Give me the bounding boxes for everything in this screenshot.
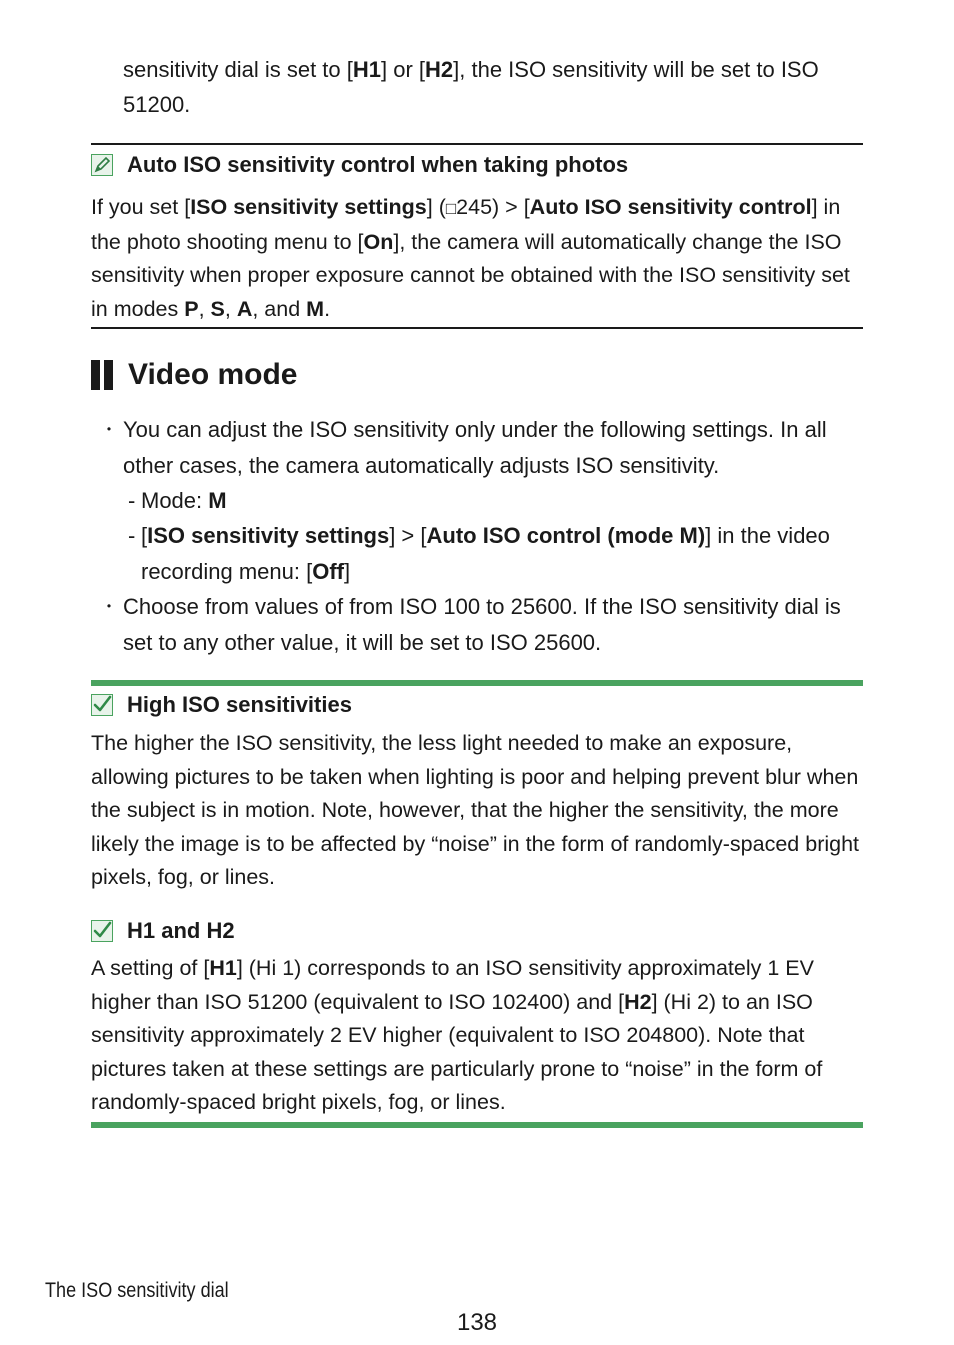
setting-h2: H2: [425, 57, 454, 82]
note-bottom-rule: [91, 327, 863, 329]
section-marker-icon: [91, 360, 100, 390]
setting-h1: H1: [352, 57, 381, 82]
note-title: Auto ISO sensitivity control when taking photos: [91, 152, 628, 178]
page-ref-icon: □: [445, 199, 457, 218]
pencil-icon: [91, 154, 113, 176]
intro-paragraph: sensitivity dial is set to [H1] or [H2], the ISO sensitivity will be set to ISO 51200.: [123, 57, 819, 117]
tip-body-high-iso: The higher the ISO sensitivity, the less light needed to make an exposure, allowing pictures to be taken when lighting is poor and helping prevent blur when the subject is in motion. Note, however, that the higher the sensitivity, the more likely the image is to be affected by “noise” in the form of randomly-spaced bright pixels, fog, or lines.: [91, 731, 860, 889]
checkmark-icon: [91, 694, 113, 716]
note-body: If you set [ISO sensitivity settings] (□245) > [Auto ISO sensitivity control] in the photo shooting menu to [On], the camera will automatically change the ISO sensitivity when proper exposure cannot be obtained with the ISO sensitivity set in modes P, S, A, and M.: [91, 195, 850, 321]
list-item: ・ Choose from values of from ISO 100 to 25600. If the ISO sensitivity dial is set to any other value, it will be set to ISO 25600.: [100, 589, 865, 661]
page-number: 138: [456, 1309, 498, 1336]
list-item: ・ You can adjust the ISO sensitivity only under the following settings. In all other cases, the camera automatically adjusts ISO sensitivity.: [100, 412, 865, 484]
page-ref-link[interactable]: 245: [456, 195, 493, 219]
note-top-rule: [91, 143, 863, 145]
section-marker-icon: [104, 360, 113, 390]
checkmark-icon: [91, 920, 113, 942]
section-header: [91, 358, 297, 392]
footer-section-label: The ISO sensitivity dial: [45, 1279, 229, 1302]
sub-list-item: - Mode: M: [128, 488, 227, 513]
bullet-icon: ・: [100, 420, 118, 440]
tip-title-h1-h2: H1 and H2: [91, 918, 235, 944]
bullet-icon: ・: [100, 597, 118, 617]
sub-list-item: - [ISO sensitivity settings] > [Auto ISO control (mode M)] in the video recording menu: [Off]: [128, 523, 830, 584]
tip-top-rule: [91, 680, 863, 686]
tip-body-h1-h2: A setting of [H1] (Hi 1) corresponds to an ISO sensitivity approximately 1 EV higher than ISO 51200 (equivalent to ISO 102400) and [H2] (Hi 2) to an ISO sensitivity approximately 2 EV higher (equivalent to ISO 204800). Note that pictures taken at these settings are particularly prone to “noise” in the form of randomly-spaced bright pixels, fog, or lines.: [91, 956, 823, 1114]
tip-title-high-iso: High ISO sensitivities: [91, 692, 352, 718]
section-title: Video mode: [128, 358, 298, 391]
tip-bottom-rule: [91, 1122, 863, 1128]
